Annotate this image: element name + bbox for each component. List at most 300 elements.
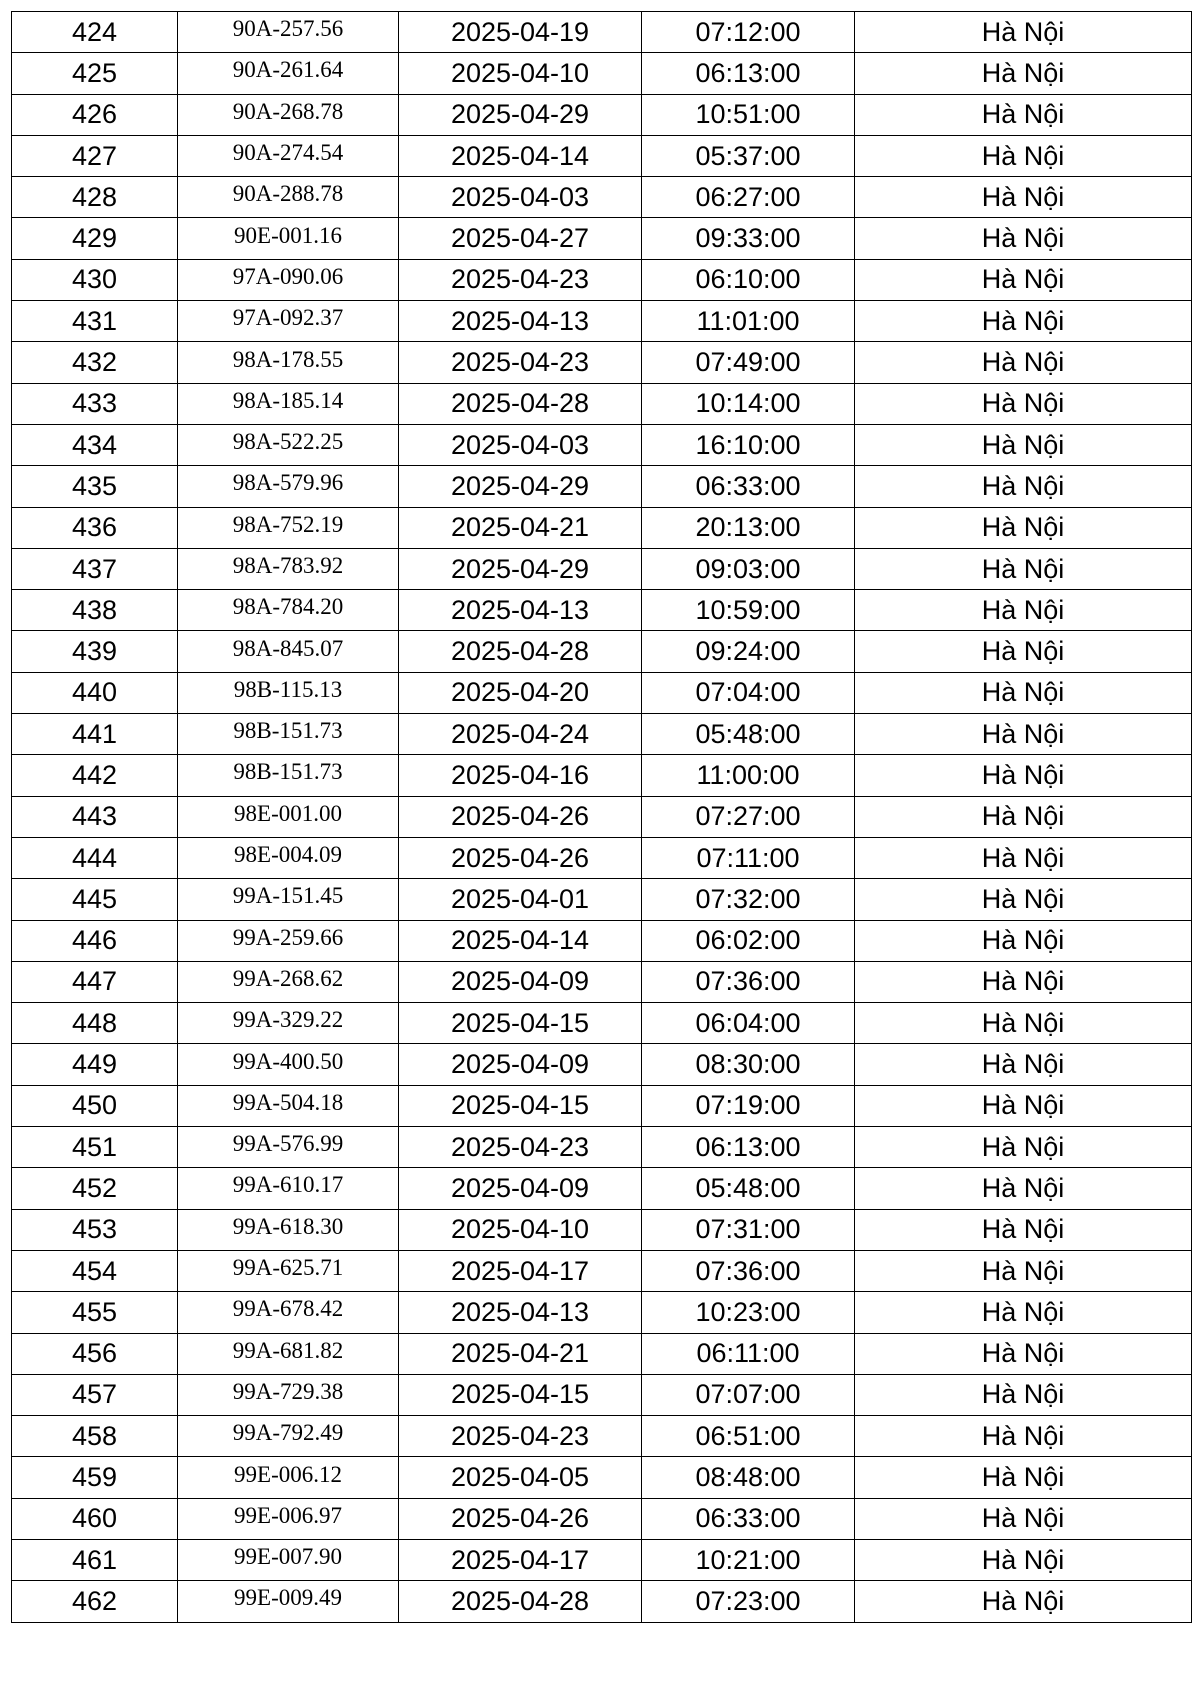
table-row [12,590,1192,631]
location: Hà Nội [981,594,1065,625]
violation-time: 07:23:00 [695,1585,801,1616]
location-cell [855,631,1192,672]
violation-time-cell [642,177,855,218]
violation-time-cell [642,1498,855,1539]
license-plate: 99E-007.90 [234,1544,342,1570]
violation-time-cell [642,259,855,300]
license-plate-cell [178,837,399,878]
location-cell [855,1416,1192,1457]
row-number: 454 [71,1255,118,1286]
violation-date: 2025-04-05 [450,1462,590,1493]
location: Hà Nội [981,842,1065,873]
row-number-cell [12,1292,178,1333]
location: Hà Nội [981,57,1065,88]
license-plate: 98B-115.13 [233,676,343,702]
row-number: 462 [71,1585,118,1616]
violation-time-cell [642,755,855,796]
license-plate: 98A-185.14 [232,387,344,413]
table-row [12,1416,1192,1457]
license-plate-cell [178,961,399,1002]
violation-date: 2025-04-17 [450,1255,590,1286]
row-number: 424 [71,16,118,47]
license-plate: 97A-092.37 [232,305,344,331]
row-number-cell [12,12,178,53]
row-number-cell [12,631,178,672]
table-row [12,1044,1192,1085]
license-plate-cell [178,1250,399,1291]
license-plate-cell [178,590,399,631]
location: Hà Nội [981,429,1065,460]
license-plate: 99A-400.50 [232,1048,344,1074]
table-row [12,1127,1192,1168]
row-number-cell [12,879,178,920]
table-row [12,424,1192,465]
table-row [12,1498,1192,1539]
violation-date: 2025-04-13 [450,1296,590,1327]
location-cell [855,548,1192,589]
row-number: 456 [71,1338,118,1369]
table-row [12,507,1192,548]
license-plate: 99A-329.22 [232,1007,344,1033]
table-row [12,466,1192,507]
violation-time-cell [642,342,855,383]
violation-time: 16:10:00 [695,429,801,460]
license-plate: 99A-576.99 [232,1131,344,1157]
row-number: 428 [71,181,118,212]
row-number-cell [12,94,178,135]
license-plate: 99A-625.71 [232,1255,344,1281]
violation-time-cell [642,1374,855,1415]
violation-date: 2025-04-29 [450,470,590,501]
violation-time-cell [642,1539,855,1580]
license-plate-cell [178,1085,399,1126]
violation-date: 2025-04-15 [450,1379,590,1410]
license-plate: 98A-784.20 [232,594,344,620]
location: Hà Nội [981,1214,1065,1245]
row-number: 435 [71,470,118,501]
violation-date-cell [399,796,642,837]
license-plate: 99A-268.62 [232,965,344,991]
license-plate-cell [178,1127,399,1168]
violation-date-cell [399,1292,642,1333]
row-number: 427 [71,140,118,171]
location-cell [855,383,1192,424]
violation-time-cell [642,672,855,713]
location: Hà Nội [981,1172,1065,1203]
license-plate-cell [178,218,399,259]
violation-time-cell [642,1416,855,1457]
violation-date-cell [399,920,642,961]
violation-time: 09:03:00 [695,553,801,584]
violation-time-cell [642,424,855,465]
violation-time: 09:33:00 [695,223,801,254]
violation-time: 05:48:00 [695,718,801,749]
violation-time-cell [642,1003,855,1044]
violation-time: 07:32:00 [695,883,801,914]
violation-time: 06:27:00 [695,181,801,212]
license-plate-cell [178,1581,399,1622]
row-number: 460 [71,1503,118,1534]
location-cell [855,1044,1192,1085]
violation-date-cell [399,1085,642,1126]
violation-time: 06:13:00 [695,57,801,88]
location-cell [855,301,1192,342]
row-number-cell [12,218,178,259]
violation-time-cell [642,383,855,424]
location-cell [855,714,1192,755]
violation-date: 2025-04-01 [450,883,590,914]
table-row [12,1581,1192,1622]
violation-time: 09:24:00 [695,636,801,667]
violation-time: 10:51:00 [695,99,801,130]
table-row [12,755,1192,796]
row-number: 433 [71,388,118,419]
violation-time: 07:31:00 [695,1214,801,1245]
license-plate: 99A-678.42 [232,1296,344,1322]
violation-date: 2025-04-19 [450,16,590,47]
violation-time: 07:07:00 [695,1379,801,1410]
row-number-cell [12,1250,178,1291]
license-plate: 97A-090.06 [232,263,344,289]
license-plate-cell [178,879,399,920]
location: Hà Nội [981,347,1065,378]
license-plate-cell [178,1003,399,1044]
row-number: 458 [71,1420,118,1451]
row-number-cell [12,1457,178,1498]
row-number: 439 [71,636,118,667]
violation-time: 05:37:00 [695,140,801,171]
violation-date: 2025-04-21 [450,512,590,543]
location-cell [855,755,1192,796]
violation-date: 2025-04-03 [450,181,590,212]
violation-time-cell [642,12,855,53]
violation-time: 06:02:00 [695,925,801,956]
row-number-cell [12,135,178,176]
violation-time: 06:51:00 [695,1420,801,1451]
violation-time-cell [642,879,855,920]
license-plate: 90A-257.56 [232,16,344,42]
violation-date: 2025-04-23 [450,347,590,378]
violation-date: 2025-04-27 [450,223,590,254]
violation-date: 2025-04-13 [450,594,590,625]
row-number-cell [12,1168,178,1209]
violation-date-cell [399,135,642,176]
violation-date-cell [399,1498,642,1539]
table-row [12,1250,1192,1291]
violation-time-cell [642,631,855,672]
license-plate-cell [178,1292,399,1333]
row-number-cell [12,259,178,300]
location-cell [855,1085,1192,1126]
row-number-cell [12,1581,178,1622]
row-number-cell [12,755,178,796]
location: Hà Nội [981,677,1065,708]
row-number-cell [12,1127,178,1168]
violation-time: 08:48:00 [695,1462,801,1493]
location: Hà Nội [981,388,1065,419]
violation-time-cell [642,507,855,548]
license-plate-cell [178,714,399,755]
violation-date: 2025-04-09 [450,966,590,997]
location-cell [855,672,1192,713]
license-plate: 99A-151.45 [232,883,344,909]
location: Hà Nội [981,1544,1065,1575]
table-row [12,218,1192,259]
license-plate: 99A-259.66 [232,924,344,950]
row-number: 437 [71,553,118,584]
table-row [12,1539,1192,1580]
row-number: 459 [71,1462,118,1493]
violation-date-cell [399,53,642,94]
violation-date-cell [399,259,642,300]
table-row [12,548,1192,589]
license-plate: 99E-006.97 [234,1502,342,1528]
table-row [12,53,1192,94]
table-row [12,837,1192,878]
license-plate-cell [178,631,399,672]
row-number: 432 [71,347,118,378]
table-row [12,1209,1192,1250]
location: Hà Nội [981,1007,1065,1038]
violation-date: 2025-04-09 [450,1172,590,1203]
location: Hà Nội [981,470,1065,501]
violation-date-cell [399,1003,642,1044]
violation-date: 2025-04-23 [450,264,590,295]
violation-time-cell [642,1250,855,1291]
violation-time-cell [642,1085,855,1126]
row-number-cell [12,383,178,424]
row-number-cell [12,424,178,465]
violation-date: 2025-04-26 [450,842,590,873]
violation-time-cell [642,1292,855,1333]
violation-date-cell [399,548,642,589]
location: Hà Nội [981,759,1065,790]
violation-date-cell [399,383,642,424]
violation-time: 07:36:00 [695,966,801,997]
location-cell [855,1003,1192,1044]
location: Hà Nội [981,801,1065,832]
violation-date-cell [399,1374,642,1415]
violation-date: 2025-04-15 [450,1090,590,1121]
violation-date: 2025-04-24 [450,718,590,749]
violation-date-cell [399,1539,642,1580]
row-number-cell [12,1044,178,1085]
license-plate: 99A-681.82 [232,1337,344,1363]
location-cell [855,94,1192,135]
violation-date: 2025-04-10 [450,1214,590,1245]
location-cell [855,1127,1192,1168]
violation-date: 2025-04-29 [450,99,590,130]
row-number-cell [12,177,178,218]
location: Hà Nội [981,181,1065,212]
violation-date-cell [399,755,642,796]
table-row [12,961,1192,1002]
location-cell [855,590,1192,631]
license-plate: 99E-006.12 [234,1461,342,1487]
violation-time-cell [642,1209,855,1250]
location: Hà Nội [981,1379,1065,1410]
row-number: 440 [71,677,118,708]
license-plate-cell [178,1044,399,1085]
table-row [12,796,1192,837]
row-number: 431 [71,305,118,336]
location-cell [855,342,1192,383]
table-row [12,920,1192,961]
violation-date: 2025-04-10 [450,57,590,88]
location-cell [855,1333,1192,1374]
row-number-cell [12,1539,178,1580]
violation-date: 2025-04-16 [450,759,590,790]
license-plate-cell [178,135,399,176]
violation-date-cell [399,1209,642,1250]
license-plate: 98A-845.07 [232,635,344,661]
license-plate-cell [178,507,399,548]
violation-time: 07:36:00 [695,1255,801,1286]
table-row [12,301,1192,342]
license-plate-cell [178,1374,399,1415]
violation-time-cell [642,218,855,259]
location: Hà Nội [981,883,1065,914]
violation-time-cell [642,301,855,342]
license-plate: 98A-752.19 [232,511,344,537]
table-row [12,177,1192,218]
violation-time-cell [642,1044,855,1085]
table-row [12,1374,1192,1415]
license-plate: 98E-004.09 [234,842,342,868]
license-plate-cell [178,177,399,218]
license-plate-cell [178,1333,399,1374]
location: Hà Nội [981,553,1065,584]
location: Hà Nội [981,1090,1065,1121]
violation-time: 06:04:00 [695,1007,801,1038]
location-cell [855,53,1192,94]
license-plate: 98E-001.00 [234,800,342,826]
table-row [12,1085,1192,1126]
table-row [12,1333,1192,1374]
license-plate-cell [178,466,399,507]
violation-time: 08:30:00 [695,1049,801,1080]
table-row [12,714,1192,755]
license-plate-cell [178,259,399,300]
violation-time-cell [642,466,855,507]
table-row [12,879,1192,920]
license-plate-cell [178,672,399,713]
license-plate-cell [178,1498,399,1539]
violation-date-cell [399,177,642,218]
license-plate-cell [178,1416,399,1457]
location: Hà Nội [981,264,1065,295]
violation-time: 06:11:00 [696,1338,800,1369]
row-number-cell [12,1333,178,1374]
violation-time-cell [642,1333,855,1374]
license-plate-cell [178,1539,399,1580]
violation-time-cell [642,548,855,589]
violation-date-cell [399,466,642,507]
location-cell [855,466,1192,507]
violation-time-cell [642,1581,855,1622]
violation-time: 11:00:00 [696,759,800,790]
violations-table [11,11,1192,1623]
license-plate: 90A-261.64 [232,57,344,83]
violation-date: 2025-04-15 [450,1007,590,1038]
violation-date-cell [399,1581,642,1622]
violation-time: 11:01:00 [696,305,800,336]
violation-date-cell [399,94,642,135]
location-cell [855,1498,1192,1539]
row-number: 444 [71,842,118,873]
row-number-cell [12,1374,178,1415]
license-plate: 99A-504.18 [232,1089,344,1115]
location: Hà Nội [981,223,1065,254]
table-row [12,631,1192,672]
violation-time: 20:13:00 [695,512,801,543]
violation-date: 2025-04-28 [450,1585,590,1616]
location-cell [855,1581,1192,1622]
violation-time: 06:33:00 [695,470,801,501]
violation-date: 2025-04-20 [450,677,590,708]
violation-time-cell [642,1127,855,1168]
location-cell [855,1457,1192,1498]
license-plate: 98A-579.96 [232,470,344,496]
row-number: 429 [71,223,118,254]
location: Hà Nội [981,1255,1065,1286]
violation-date-cell [399,1457,642,1498]
license-plate-cell [178,301,399,342]
row-number: 443 [71,801,118,832]
license-plate: 99E-009.49 [234,1585,342,1611]
row-number-cell [12,507,178,548]
violation-date: 2025-04-17 [450,1544,590,1575]
location: Hà Nội [981,1296,1065,1327]
location: Hà Nội [981,16,1065,47]
table-row [12,94,1192,135]
violation-date: 2025-04-03 [450,429,590,460]
license-plate: 90E-001.16 [234,222,342,248]
location: Hà Nội [981,925,1065,956]
violation-date-cell [399,1250,642,1291]
violation-date: 2025-04-28 [450,636,590,667]
violation-date-cell [399,1333,642,1374]
license-plate-cell [178,383,399,424]
violation-time: 10:14:00 [695,388,801,419]
location: Hà Nội [981,1585,1065,1616]
row-number-cell [12,1498,178,1539]
location-cell [855,796,1192,837]
license-plate-cell [178,548,399,589]
location: Hà Nội [981,140,1065,171]
violation-date-cell [399,342,642,383]
license-plate: 98A-178.55 [232,346,344,372]
violation-date-cell [399,12,642,53]
location-cell [855,879,1192,920]
row-number: 450 [71,1090,118,1121]
location-cell [855,1374,1192,1415]
violation-date-cell [399,424,642,465]
violation-date: 2025-04-13 [450,305,590,336]
violation-date-cell [399,507,642,548]
row-number-cell [12,920,178,961]
row-number-cell [12,301,178,342]
row-number: 442 [71,759,118,790]
row-number: 436 [71,512,118,543]
violation-date-cell [399,631,642,672]
row-number: 457 [71,1379,118,1410]
license-plate-cell [178,1457,399,1498]
license-plate-cell [178,342,399,383]
violation-time-cell [642,920,855,961]
row-number: 455 [71,1296,118,1327]
location: Hà Nội [981,1049,1065,1080]
